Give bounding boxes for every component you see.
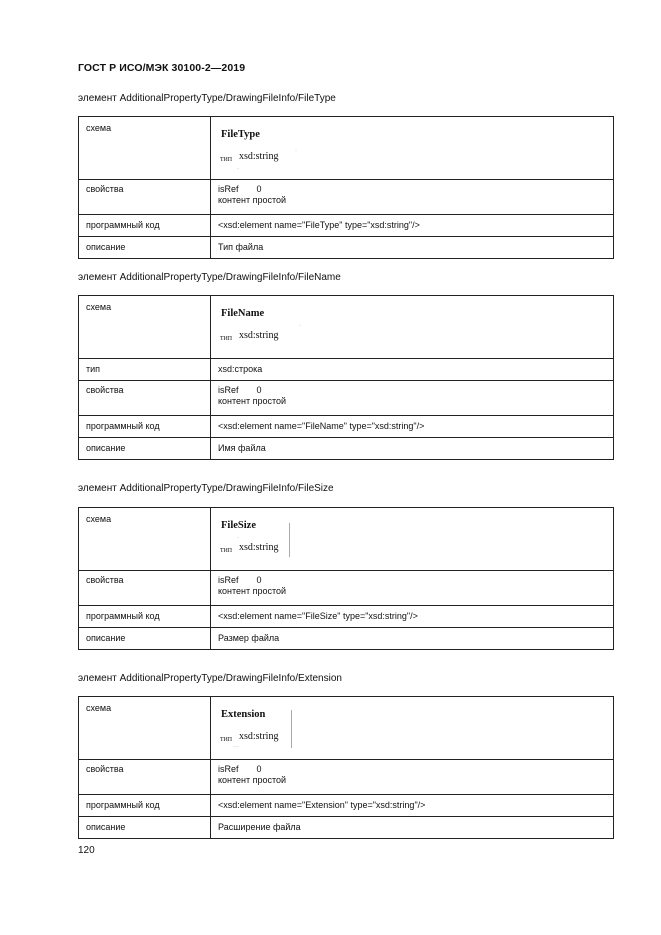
properties-value [211,180,614,215]
schema-element-name: Extension [221,709,266,720]
description-label: описание [79,237,211,259]
content-type: контент простой [218,396,287,406]
schema-type-value: xsd:string [239,731,279,742]
description-value: Расширение файла [211,817,614,839]
schema-cell [211,508,614,571]
description-label: описание [79,817,211,839]
page-number: 120 [78,845,95,856]
properties-value [211,571,614,606]
schema-decoration: · [299,323,301,329]
properties-label: свойства [79,760,211,795]
schema-element-name: FileName [221,308,265,319]
schema-type-label: тип [220,734,233,743]
schema-decoration [289,523,290,557]
type-value: xsd:строка [211,359,614,381]
code-value: <xsd:element name="FileName" type="xsd:string"/> [211,416,614,438]
schema-element-name: FileSize [221,520,256,531]
document-header: ГОСТ Р ИСО/МЭК 30100-2—2019 [78,62,246,74]
code-label: программный код [79,795,211,817]
schema-cell [211,296,614,359]
isref-label: isRef [218,575,239,585]
properties-value [211,381,614,416]
isref-label: isRef [218,764,239,774]
isref-value: 0 [256,575,262,585]
schema-type-label: тип [220,154,233,163]
schema-type-value: xsd:string [239,151,279,162]
schema-diagram [211,120,613,176]
schema-cell [211,697,614,760]
schema-decoration: · [237,166,239,172]
schema-type-label: тип [220,545,233,554]
element-table-filetype [78,116,614,259]
isref-value: 0 [256,764,262,774]
schema-decoration [291,710,292,748]
schema-type-value: xsd:string [239,542,279,553]
schema-label: схема [79,117,211,180]
properties-value [211,760,614,795]
schema-label: схема [79,508,211,571]
content-type: контент простой [218,775,287,785]
schema-cell [211,117,614,180]
element-table-filesize [78,507,614,650]
schema-diagram [211,511,613,567]
section-caption-filesize: элемент AdditionalPropertyType/DrawingFileInfo/FileSize [78,483,334,494]
code-value: <xsd:element name="FileSize" type="xsd:string"/> [211,606,614,628]
properties-label: свойства [79,180,211,215]
content-type: контент простой [218,586,287,596]
code-label: программный код [79,215,211,237]
schema-element-name: FileType [221,129,260,140]
isref-value: 0 [256,385,262,395]
description-value: Тип файла [211,237,614,259]
schema-decoration: · [237,535,239,541]
schema-label: схема [79,296,211,359]
code-label: программный код [79,416,211,438]
section-caption-extension: элемент AdditionalPropertyType/DrawingFileInfo/Extension [78,673,342,684]
element-table-extension [78,696,614,839]
schema-diagram [211,299,613,355]
isref-label: isRef [218,184,239,194]
schema-diagram [211,700,613,756]
element-table-filename [78,295,614,460]
properties-label: свойства [79,381,211,416]
code-value: <xsd:element name="Extension" type="xsd:string"/> [211,795,614,817]
schema-label: схема [79,697,211,760]
section-caption-filetype: элемент AdditionalPropertyType/DrawingFileInfo/FileType [78,93,336,104]
content-type: контент простой [218,195,287,205]
schema-type-label: тип [220,333,233,342]
description-label: описание [79,438,211,460]
section-caption-filename: элемент AdditionalPropertyType/DrawingFileInfo/FileName [78,272,341,283]
description-value: Размер файла [211,628,614,650]
description-value: Имя файла [211,438,614,460]
description-label: описание [79,628,211,650]
isref-label: isRef [218,385,239,395]
type-label: тип [79,359,211,381]
schema-type-value: xsd:string [239,330,279,341]
code-label: программный код [79,606,211,628]
schema-decoration: ··· [233,744,239,750]
properties-label: свойства [79,571,211,606]
schema-decoration: · [295,148,297,154]
code-value: <xsd:element name="FileType" type="xsd:string"/> [211,215,614,237]
isref-value: 0 [256,184,262,194]
